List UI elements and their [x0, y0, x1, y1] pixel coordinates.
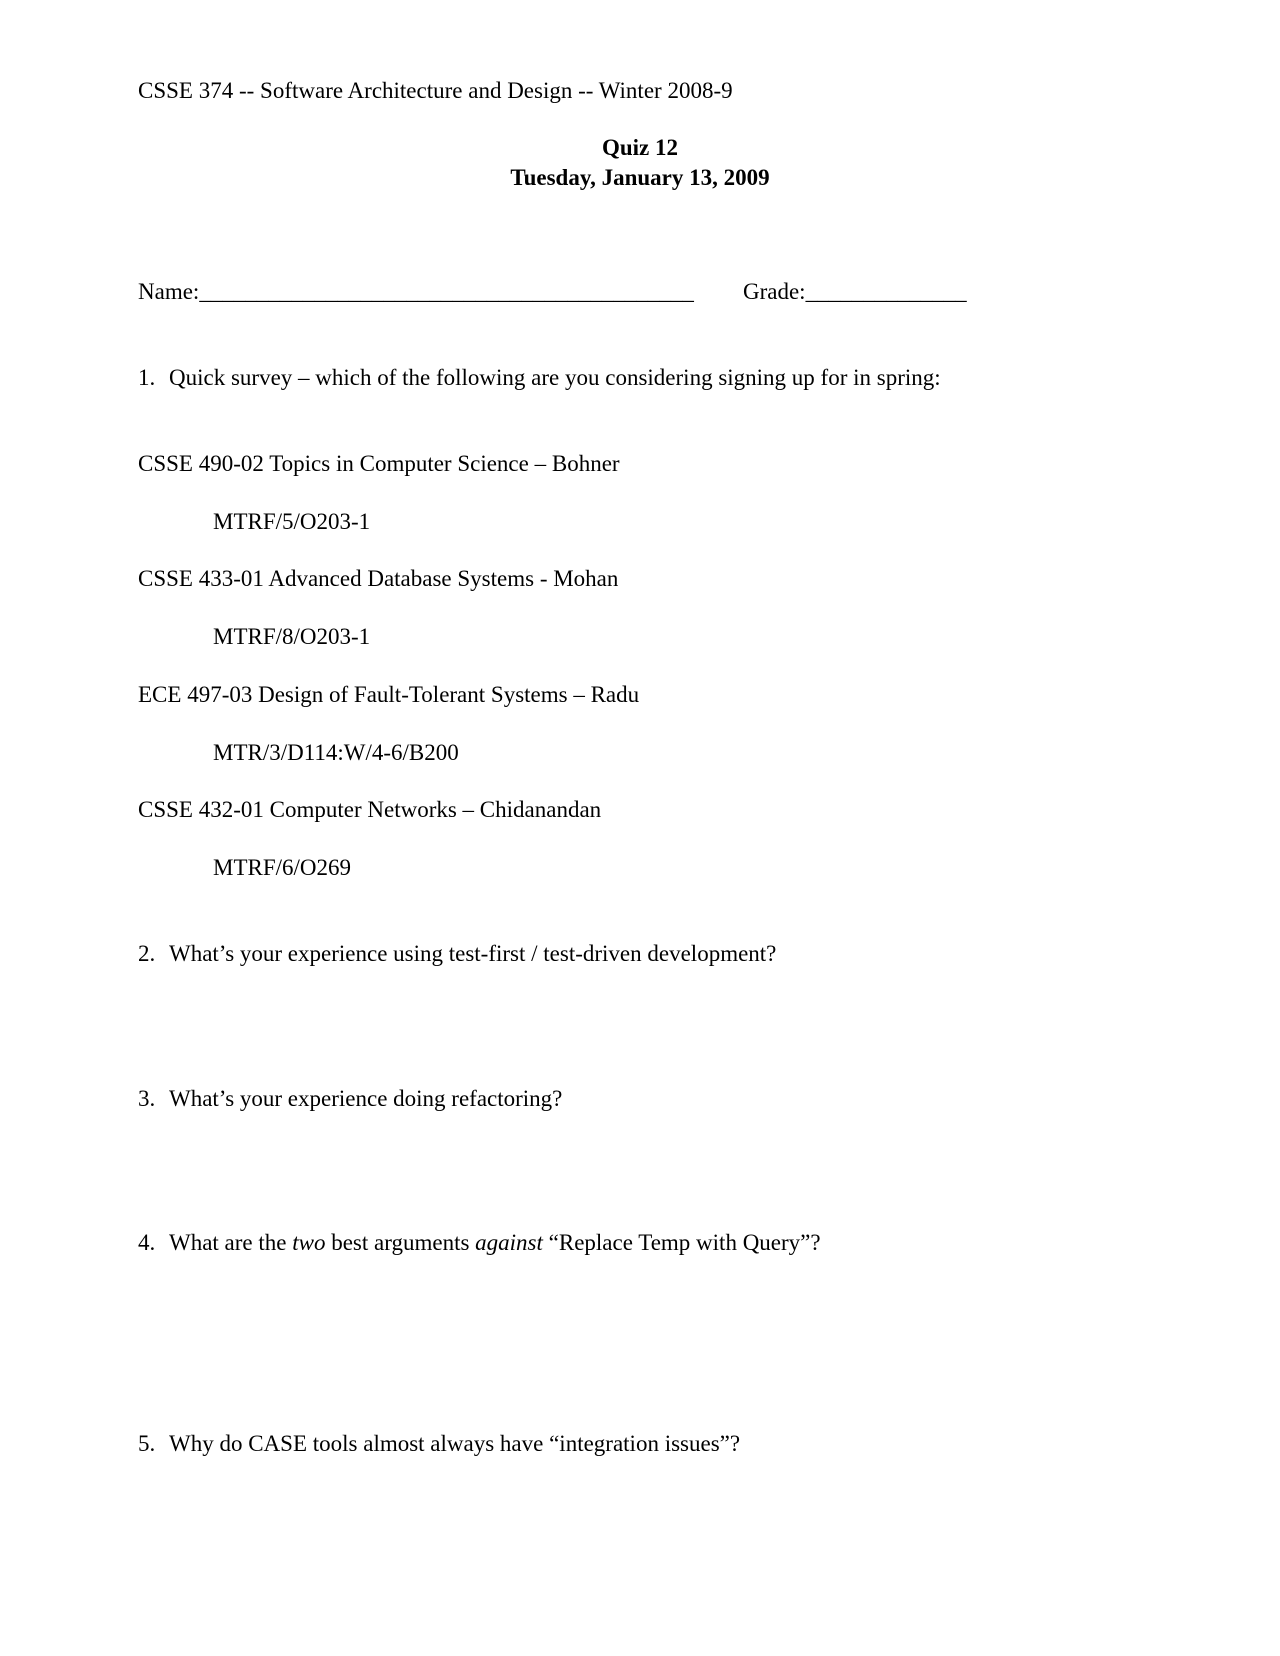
question-emphasis-two: two	[292, 1230, 326, 1255]
course-item-433-01: CSSE 433-01 Advanced Database Systems - Mohan	[138, 566, 619, 591]
question-3	[138, 1087, 562, 1110]
question-text-part: “Replace Temp with Query”?	[542, 1230, 821, 1255]
question-text: What’s your experience doing refactoring?	[169, 1086, 563, 1111]
question-text: Quick survey – which of the following are you considering signing up for in spring:	[169, 365, 941, 390]
question-text: What’s your experience using test-first / test-driven development?	[169, 941, 777, 966]
course-schedule-432-01: MTRF/6/O269	[213, 855, 352, 880]
question-number: 1.	[138, 365, 156, 390]
course-item-490-02: CSSE 490-02 Topics in Computer Science – Bohner	[138, 451, 620, 476]
question-5	[138, 1432, 740, 1455]
grade-label: Grade:	[743, 279, 806, 304]
course-header: CSSE 374 -- Software Architecture and Design -- Winter 2008-9	[138, 78, 733, 103]
course-schedule-497-03: MTR/3/D114:W/4-6/B200	[213, 740, 459, 765]
course-schedule-433-01: MTRF/8/O203-1	[213, 624, 371, 649]
name-field	[138, 280, 694, 303]
question-text-part: What are the	[169, 1230, 293, 1255]
quiz-title: Quiz 12	[601, 135, 679, 160]
course-item-497-03: ECE 497-03 Design of Fault-Tolerant Systems – Radu	[138, 682, 640, 707]
question-number: 3.	[138, 1086, 156, 1111]
course-schedule-490-02: MTRF/5/O203-1	[213, 509, 371, 534]
quiz-date: Tuesday, January 13, 2009	[510, 165, 770, 190]
name-blank: ___________________________________________	[199, 279, 694, 304]
question-4	[138, 1231, 821, 1254]
question-number: 2.	[138, 941, 156, 966]
grade-field	[743, 280, 967, 303]
question-number: 5.	[138, 1431, 156, 1456]
grade-blank: ______________	[805, 279, 967, 304]
question-emphasis-against: against	[475, 1230, 543, 1255]
question-1	[138, 366, 941, 389]
question-number: 4.	[138, 1230, 156, 1255]
question-text: Why do CASE tools almost always have “integration issues”?	[169, 1431, 741, 1456]
question-2	[138, 942, 776, 965]
question-text-part: best arguments	[325, 1230, 476, 1255]
name-label: Name:	[138, 279, 200, 304]
course-item-432-01: CSSE 432-01 Computer Networks – Chidanandan	[138, 797, 602, 822]
